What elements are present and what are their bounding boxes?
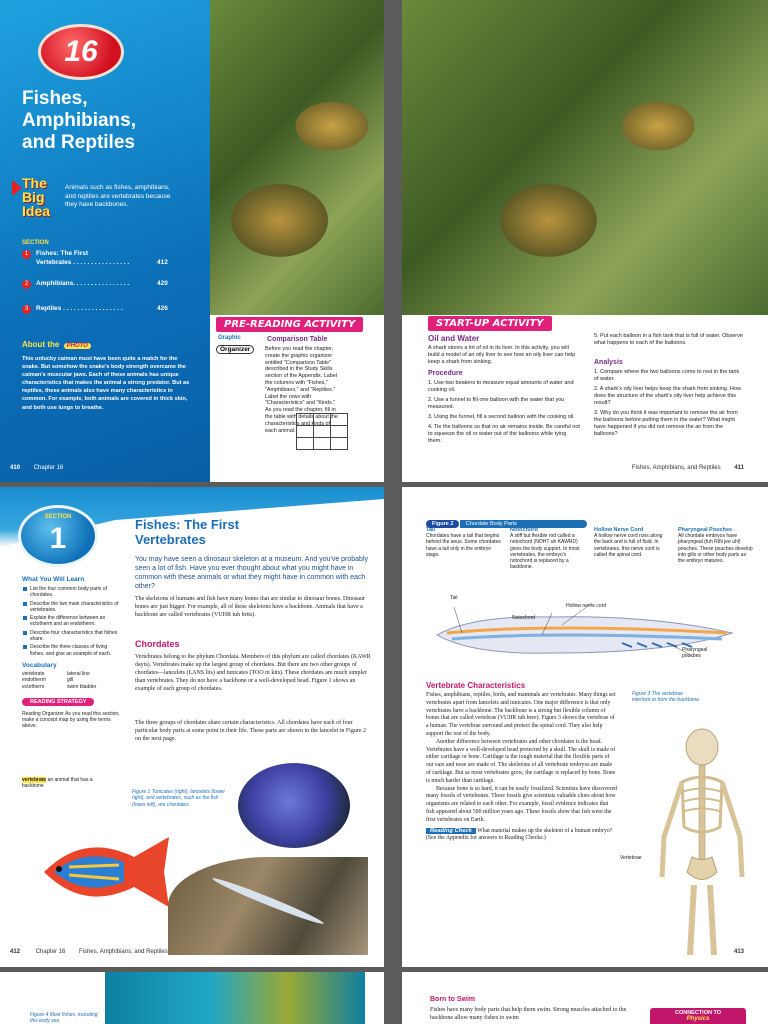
vocab-term: ectotherm xyxy=(22,683,45,690)
vc-heading: Vertebrate Characteristics xyxy=(426,681,526,690)
page-number: 412 xyxy=(10,949,21,955)
page-414 xyxy=(0,972,384,1024)
oil-text: A shark stores a lot of oil in its liver. In this activity, you will build a model of an oily liver to see how an oily liver can help keep a shark from sinking. xyxy=(428,345,576,365)
learn-item: Describe the two main characteristics of vertebrates. xyxy=(30,601,122,614)
procedure-steps xyxy=(428,380,580,448)
section-badge-label: SECTION xyxy=(44,514,72,520)
reading-check xyxy=(426,828,618,844)
procedure-step: 2. Use a funnel to fill one balloon with the water that you measured. xyxy=(428,397,565,410)
part-notochord xyxy=(510,527,586,571)
big-idea-word: Big xyxy=(22,189,45,205)
vocab-term: vertebrate xyxy=(22,670,45,677)
section-title: Vertebrates . . . . . . . . . . . . . . . . xyxy=(36,259,130,266)
footer-chapter: Chapter 16 xyxy=(33,465,64,471)
tunicate-photo xyxy=(238,763,350,848)
arrow-icon xyxy=(12,180,22,196)
snake-caiman-photo-left xyxy=(210,0,384,315)
figure3-caption: Figure 3 The vertebrae interlock to form the backbone. xyxy=(632,691,701,704)
part-text: A hollow nerve cord runs along the back and is full of fluid. In vertebrates, this nerve cord is called the spinal cord. xyxy=(594,533,663,558)
procedure-heading: Procedure xyxy=(428,370,463,377)
section-number: 1 xyxy=(22,250,31,259)
figure4-caption: Figure 4 Most fishes, including this leafy sea xyxy=(30,1012,98,1024)
fish-icon xyxy=(24,827,174,917)
big-idea-label xyxy=(22,176,50,218)
section-badge xyxy=(18,505,98,567)
section-title: Reptiles . . . . . . . . . . . . . . . . . xyxy=(36,305,123,312)
section-title-line: Fishes: The First xyxy=(135,517,240,532)
big-idea-word: Idea xyxy=(22,203,51,219)
sea-dragon-photo xyxy=(105,972,365,1024)
section-intro: You may have seen a dinosaur skeleton at a museum. And you've probably seen a lot of fish. Have you ever thought about what you might have in common with these animals or what they might have in common with each other? xyxy=(135,556,369,590)
oil-title: Oil and Water xyxy=(428,334,480,343)
graphic-label: Graphic xyxy=(218,335,241,341)
section-title: Fishes: The First xyxy=(36,250,89,257)
footer xyxy=(10,465,63,471)
page-413 xyxy=(402,487,768,967)
chapter-title-line: Amphibians, xyxy=(22,110,137,131)
chapter-title xyxy=(22,88,136,154)
label-tail: Tail xyxy=(450,595,458,601)
comparison-table-icon xyxy=(296,413,348,450)
learn-item: Describe the three classes of living fishes, and give an example of each. xyxy=(30,644,122,657)
procedure-step: 4. Tie the balloons so that no air remains inside. Be careful not to squeeze the oil or water out of the balloons while tying them. xyxy=(428,424,580,444)
vertebrate-definition xyxy=(22,777,112,790)
paragraph: The three groups of chordates share certain characteristics. All chordates have each of four particular body parts at some point in their life. These parts are shown in the lancelet in Figure 2 on the next page. xyxy=(135,720,366,742)
page-number: 411 xyxy=(734,465,744,471)
section-label: SECTION xyxy=(22,240,49,246)
chapter-number: 16 xyxy=(64,35,98,68)
paragraph: Vertebrates belong to the phylum Chordata. Members of this phylum are called chordates (KAWR dayts). Vertebrates make up the largest group of chordates. But there are two other groups of chordates—lancelets (LANS lits) and tunicates (TOO ni kits). These chordates are much simpler than vertebrates. They do not have a backbone or a well-developed head. Figure 1 shows an example of each group of chordates. xyxy=(135,654,371,692)
paragraph: Fishes, amphibians, reptiles, birds, and mammals are vertebrates. Many things set vertebrates apart from lancelets and tunicates. One major difference is that only vertebrates have a backbone. The backbone is a strong but flexible column of bones that are called vertebrae (VUHR tuh bree). Figure 3 shows the vertebrae of a human. The vertebrae surround and protect the spinal cord. They also help support the rest of the body. xyxy=(426,692,616,737)
born-text: Fishes have many body parts that help them swim. Strong muscles attached to the backbone allow many fishes to swim xyxy=(430,1007,627,1021)
definition-term: vertebrate xyxy=(22,777,47,783)
section-number: 3 xyxy=(22,305,31,314)
section-page: 426 xyxy=(157,305,168,312)
definition-text: an animal that has a backbone xyxy=(22,777,93,790)
part-name: Hollow Nerve Cord xyxy=(594,527,644,533)
step-5: 5. Put each balloon in a fish tank that is full of water. Observe what happens to each of the balloons. xyxy=(594,333,743,346)
figure-caption: Chordate Body Parts xyxy=(460,520,587,528)
comparison-text: Before you read the chapter, create the graphic organizer entitled "Comparison Table" described in the Study Skills section of the Appendix. Label the columns with "Fishes," "Amphibians," and "Reptiles." Label the rows with "Characteristics" and "Kinds." As you read the chapter, fill in the table with details about the characteristics and kinds of each animal. xyxy=(265,346,338,434)
chordate-parts xyxy=(426,527,756,571)
reading-strategy-label: READING STRATEGY xyxy=(22,698,94,706)
footer xyxy=(10,949,168,955)
skeleton-illustration xyxy=(652,727,752,957)
learn-item: Describe four characteristics that fishes share. xyxy=(30,630,122,643)
page-number: 410 xyxy=(10,465,21,471)
section-list xyxy=(22,250,182,330)
label-vertebrae: Vertebrae xyxy=(620,855,642,861)
page-415 xyxy=(402,972,768,1024)
paragraph: The skeletons of humans and fish have many bones that are similar to dinosaur bones. Dinosaur bones are just bigger. For example, all of these skeletons have a backbone. Animals that have a backbone are called vertebrates (VUHR tuh brits). xyxy=(135,596,365,618)
analysis-item: 1. Compare where the two balloons come to rest in the tank of water. xyxy=(594,369,740,382)
chapter-title-line: and Reptiles xyxy=(22,132,135,153)
vocab-term: lateral line xyxy=(67,670,90,677)
about-photo-heading xyxy=(22,340,91,349)
startup-title: START-UP ACTIVITY xyxy=(428,316,552,331)
connection-box xyxy=(650,1008,746,1024)
analysis-heading: Analysis xyxy=(594,359,623,366)
chapter-title-line: Fishes, xyxy=(22,88,88,109)
vocab-term: gill xyxy=(67,677,74,684)
section-title xyxy=(135,517,239,547)
connection-label: CONNECTION TO xyxy=(674,1010,722,1016)
chapter-badge xyxy=(38,24,124,80)
big-idea-word: The xyxy=(22,175,47,191)
label-nerve-cord: Hollow nerve cord xyxy=(566,603,607,609)
part-nerve-cord xyxy=(594,527,670,571)
analysis-item: 2. A shark's oily liver helps keep the shark from sinking. How does the structure of the shark's oily liver help achieve this result? xyxy=(594,386,741,406)
learn-title: What You Will Learn xyxy=(22,576,85,583)
procedure-step: 1. Use two beakers to measure equal amounts of water and cooking oil. xyxy=(428,380,574,393)
part-text: A stiff but flexible rod called a notochord (NOHT uh KAWRD) gives the body support. In most vertebrates, the embryo's notochord is replaced by a backbone. xyxy=(510,533,580,571)
part-name: Tail xyxy=(426,527,436,533)
part-pouches xyxy=(678,527,754,571)
prereading-title: PRE-READING ACTIVITY xyxy=(216,317,363,332)
comparison-title: Comparison Table xyxy=(267,336,328,343)
paragraph: Another difference between vertebrates and other chordates is the head. Vertebrates have a well-developed head protected by a skull. The skull is made of either cartilage or bone. Cartilage is the tough material that the flexible parts of our ears and nose are made of. The skeletons of all vertebrate embryos are made of cartilage. But as most vertebrates grow, the cartilage is replaced by bone. Bone is much harder than cartilage. xyxy=(426,738,616,784)
about-text: This unlucky caiman must have been quite a match for the snake. But somehow the snake's body strength overcame the caiman's muscular jaws. Each of these animals has unique characteristics that makes the animal a strong predator. But as reptiles, these animals also have many characteristics in common. For example, both animals are covered in thick skin, and both use lungs to breathe. xyxy=(22,356,190,411)
vocab-title: Vocabulary xyxy=(22,661,57,669)
label-pouches: Pharyngeal pouches xyxy=(682,647,708,660)
section-item[interactable] xyxy=(22,250,182,280)
section-page: 412 xyxy=(157,259,168,266)
learn-item: List the four common body parts of chordates. xyxy=(30,586,122,599)
learn-box xyxy=(22,576,122,730)
about-title: About the xyxy=(22,340,60,349)
part-tail xyxy=(426,527,502,571)
section-item[interactable] xyxy=(22,305,182,330)
part-name: Notochord xyxy=(510,527,538,533)
organizer-label: Organizer xyxy=(216,345,254,354)
part-text: Chordates have a tail that begins behind the anus. Some chordates have a tail only in the embryo stage. xyxy=(426,533,501,558)
reading-strategy-text: Reading Organizer As you read this section, make a concept map by using the terms above. xyxy=(22,710,120,730)
vocab-list xyxy=(22,671,122,690)
reading-check-text: What material makes up the skeleton of a human embryo? (See the Appendix for answers to Reading Checks.) xyxy=(426,827,613,842)
page-411 xyxy=(402,0,768,482)
chordates-heading: Chordates xyxy=(135,639,180,649)
connection-subject: Physics xyxy=(686,1016,710,1022)
part-text: All chordate embryos have pharyngeal (fuh RIN jee uhl) pouches. These pouches develop into gills or other body parts as the embryo matures. xyxy=(678,533,753,565)
reading-check-label: Reading Check xyxy=(426,828,476,834)
footer-chapter: Chapter 16 xyxy=(35,949,66,955)
section-title: Amphibians. . . . . . . . . . . . . . . . xyxy=(36,280,130,287)
analysis-item: 3. Why do you think it was important to remove the air from the balloons before putting them in the water? What might have happened if you did not remove the air from the balloons? xyxy=(594,410,738,437)
footer xyxy=(632,465,744,471)
figure-label: Figure 2 xyxy=(426,520,459,528)
page-number: 413 xyxy=(733,949,744,955)
section-badge-number: 1 xyxy=(49,522,67,555)
section-page: 420 xyxy=(157,280,168,287)
figure1-caption: Figure 1 Tunicates (right), lancelets (lower right), and vertebrates, such as the fish (lower left), are chordates. xyxy=(132,789,225,808)
angelfish-photo xyxy=(24,827,174,917)
section-item[interactable] xyxy=(22,280,182,305)
footer-title: Fishes, Amphibians, and Reptiles xyxy=(79,949,168,955)
page-410 xyxy=(0,0,384,482)
lancelet xyxy=(211,875,325,927)
photo-badge: PHOTO xyxy=(64,343,91,349)
born-heading: Born to Swim xyxy=(430,996,476,1003)
learn-item: Explain the difference between an ectotherm and an endotherm. xyxy=(30,615,122,628)
big-idea-text: Animals such as fishes, amphibians, and reptiles are vertebrates because they have backbones. xyxy=(65,184,171,208)
part-name: Pharyngeal Pouches xyxy=(678,527,733,533)
vc-text xyxy=(426,692,618,843)
section-title-line: Vertebrates xyxy=(135,532,206,547)
label-notochord: Notochord xyxy=(512,615,536,621)
lancelet-photo xyxy=(168,857,368,955)
analysis-list xyxy=(594,369,744,441)
page-412 xyxy=(0,487,384,967)
vocab-term: endotherm xyxy=(22,677,46,684)
procedure-step: 3. Using the funnel, fill a second balloon with the cooking oil. xyxy=(428,414,575,420)
footer-title: Fishes, Amphibians, and Reptiles xyxy=(631,465,721,471)
vocab-term: swim bladder xyxy=(67,683,97,690)
section-number: 2 xyxy=(22,280,31,289)
paragraph: Because bone is so hard, it can be easily fossilized. Scientists have discovered many fossils of vertebrates. These fossils give scientists valuable clues about how organisms are related to each other. For example, fossil evidence indicates that fish appeared about 500 million years ago. These fossils show that fish were the first vertebrates on Earth. xyxy=(426,785,617,823)
snake-caiman-photo-right xyxy=(402,0,768,315)
learn-list xyxy=(22,586,122,657)
